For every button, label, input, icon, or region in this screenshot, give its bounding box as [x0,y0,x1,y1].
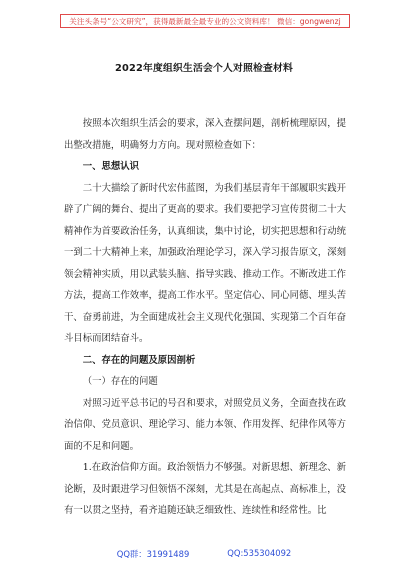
promo-banner [60,14,350,28]
thinking-paragraph: 二十大描绘了新时代宏伟蓝图，为我们基层青年干部履职实践开辟了广阔的舞台、提出了更高的要求。我们要把学习宣传贯彻二十大精神作为首要政治任务，认真细读，集中讨论，切实把思想和行动统一到二十大精神上来，加强政治理论学习，深入学习报告原文，深刻领会精神实质，用以武装头脑、指导实践、推动工作。不断改进工作方法，提高工作效率，提高工作水平。坚定信心、同心同德、埋头苦干、奋勇前进，为全面建成社会主义现代化强国、实现第二个百年奋斗目标而团结奋斗。 [64,182,346,344]
contact-footer [0,548,408,560]
political-belief-paragraph: 1.在政治信仰方面。政治领悟力不够强。对新思想、新理念、新论断，及时跟进学习但领悟不深刻，尤其是在高起点、高标准上，没有一以贯之坚持，看齐追随还缺乏细致性、连续性和经常性。比 [64,462,346,516]
intro-paragraph: 按照本次组织生活会的要求，深入查摆问题，剖析梳理原因，提出整改措施，明确努力方向。现对照检查如下： [64,118,346,151]
section-heading-thinking: 一、思想认识 [82,161,140,172]
qq-group-text: QQ群：31991489 [116,549,190,559]
document-body [64,113,346,522]
section-heading-problems: 二、存在的问题及原因剖析 [82,354,196,366]
subsection-heading-problems: （一）存在的问题 [82,376,158,387]
problems-paragraph: 对照习近平总书记的号召和要求，对照党员义务，全面查找在政治信仰、党员意识、理论学习、能力本领、作用发挥、纪律作风等方面的不足和问题。 [64,397,346,452]
document-title: 2022年度组织生活会个人对照检查材料 [114,63,294,74]
qq-number-text: QQ:535304092 [227,548,292,558]
promo-banner-text: 关注头条号“公文研究”，获得最新最全最专业的公文资料库！ 微信：gongwenzj [69,16,341,26]
